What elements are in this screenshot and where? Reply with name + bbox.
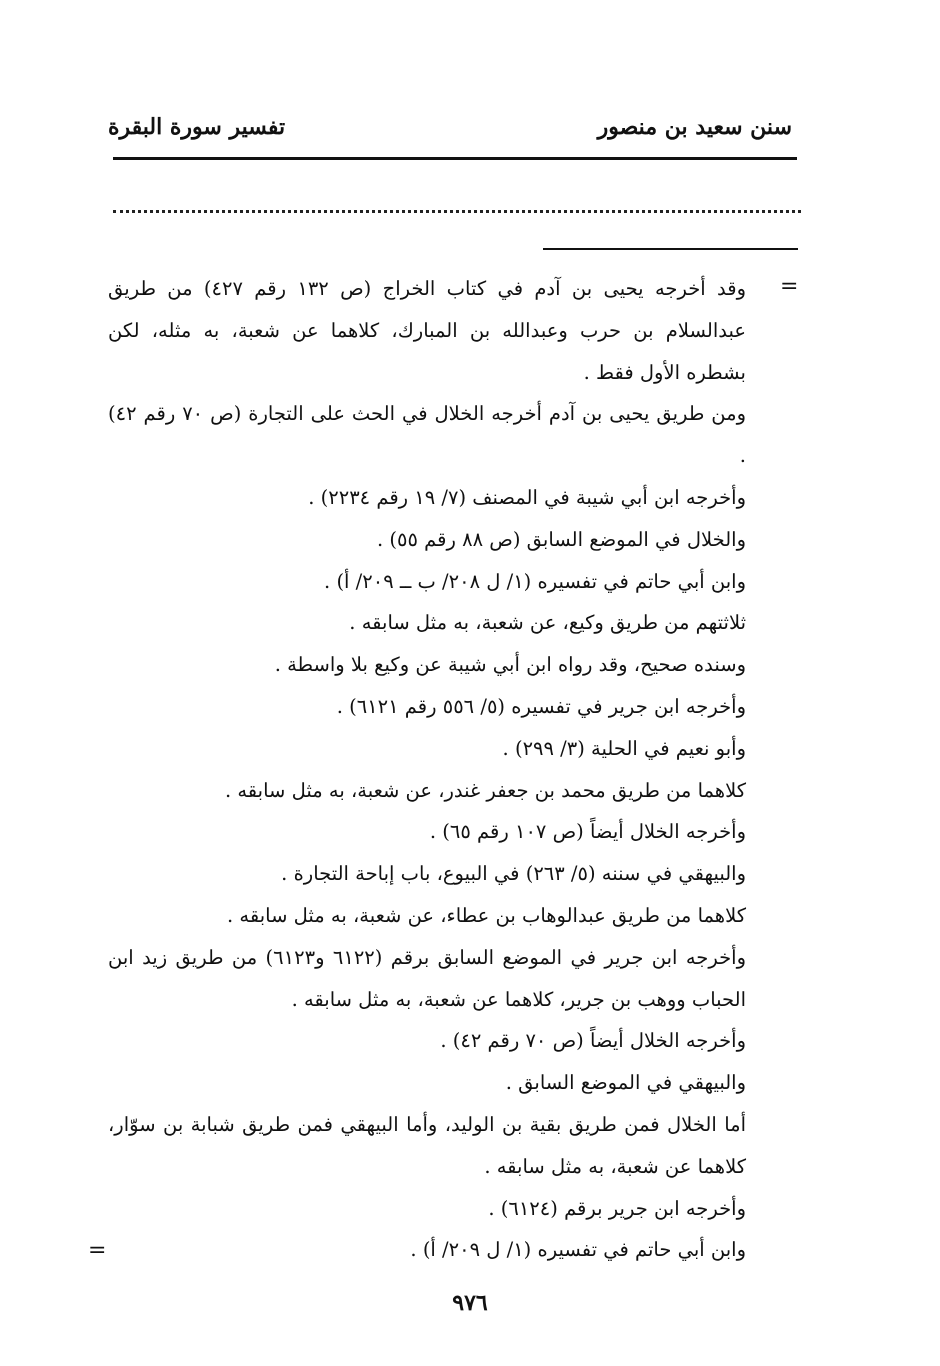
footnote-paragraph: ومن طريق يحيى بن آدم أخرجه الخلال في الحث على التجارة (ص ٧٠ رقم ٤٢) . (108, 402, 746, 468)
footnote-paragraph: وقد أخرجه يحيى بن آدم في كتاب الخراج (ص ١٣٢ رقم ٤٢٧) من طريق عبدالسلام بن حرب وعبدالله بن المبارك، كلاهما عن شعبة، به مثله، لكن بشطره الأول فقط . (108, 277, 746, 384)
page-header-book-title: سنن سعيد بن منصور (597, 114, 792, 140)
footnote-paragraph: وأخرجه ابن أبي شيبة في المصنف (٧/ ١٩ رقم ٢٢٣٤) . (308, 485, 746, 509)
continuation-mark-bottom: = (88, 1238, 107, 1263)
page-number: ٩٧٦ (452, 1290, 488, 1316)
footnote-paragraph: وأخرجه ابن جرير في الموضع السابق برقم (٦١٢٢ و٦١٢٣) من طريق زيد ابن الحباب ووهب بن جرير، كلاهما عن شعبة، به مثل سابقه . (108, 945, 747, 1011)
footnote-paragraph: وأبو نعيم في الحلية (٣/ ٢٩٩) . (502, 736, 746, 760)
footnote-paragraph: وأخرجه الخلال أيضاً (ص ١٠٧ رقم ٦٥) . (429, 820, 746, 844)
footnote-paragraph: وأخرجه الخلال أيضاً (ص ٧٠ رقم ٤٢) . (440, 1029, 746, 1053)
footnote-paragraph: والبيهقي في الموضع السابق . (505, 1071, 746, 1095)
footnote-body (108, 268, 746, 1271)
footnote-paragraph: وسنده صحيح، وقد رواه ابن أبي شيبة عن وكيع بلا واسطة . (274, 653, 746, 677)
header-rule (113, 157, 797, 160)
continuation-mark-top: = (780, 274, 799, 299)
footnote-paragraph: كلاهما من طريق عبدالوهاب بن عطاء، عن شعبة، به مثل سابقه . (227, 903, 746, 927)
footnote-paragraph: والبيهقي في سننه (٥/ ٢٦٣) في البيوع، باب إباحة التجارة . (281, 862, 746, 886)
footnote-paragraph: كلاهما من طريق محمد بن جعفر غندر، عن شعبة، به مثل سابقه . (224, 778, 746, 802)
footnote-rule (543, 248, 798, 250)
dotted-separator (113, 210, 801, 213)
footnote-paragraph: وابن أبي حاتم في تفسيره (١/ ل ٢٠٩/ أ) . (410, 1238, 746, 1262)
page-header-section-title: تفسير سورة البقرة (108, 114, 286, 140)
footnote-paragraph: وأخرجه ابن جرير في تفسيره (٥/ ٥٥٦ رقم ٦١٢١) . (336, 694, 746, 718)
footnote-paragraph: والخلال في الموضع السابق (ص ٨٨ رقم ٥٥) . (377, 527, 746, 551)
footnote-paragraph: ثلاثتهم من طريق وكيع، عن شعبة، به مثل سابقه . (349, 611, 746, 635)
footnote-paragraph: أما الخلال فمن طريق بقية بن الوليد، وأما البيهقي فمن طريق شبابة بن سوّار، كلاهما عن شعبة، به مثل سابقه . (108, 1112, 746, 1178)
footnote-paragraph: وابن أبي حاتم في تفسيره (١/ ل ٢٠٨/ ب ــ ٢٠٩/ أ) . (324, 569, 746, 593)
footnote-paragraph: وأخرجه ابن جرير برقم (٦١٢٤) . (488, 1196, 746, 1220)
